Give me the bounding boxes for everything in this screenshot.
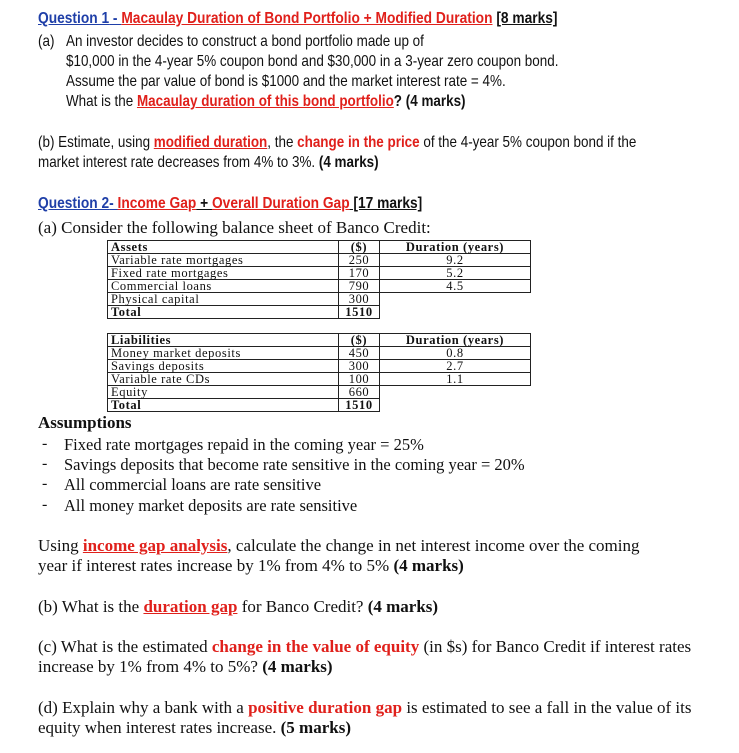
bullet-dash: - [42,435,48,452]
liability-name: Variable rate CDs [108,373,339,386]
liability-duration [380,399,531,412]
q2-heading-topic2: Overall Duration Gap [211,195,350,212]
q2-c-line1 [38,637,691,657]
q2-d-line2 [38,718,351,738]
table-row [108,280,531,293]
q2-b-highlight: duration gap [143,597,238,616]
q2-using-line2-text: year if interest rates increase by 1% from 4% to 5% [38,556,394,575]
q2-heading-plus: + [196,195,212,212]
assets-header-name: Assets [108,241,339,254]
q1-heading-topic: Macaulay Duration of Bond Portfolio + Modified Duration [121,10,493,27]
assets-header-row [108,241,531,254]
q2-c-highlight: change in the value of equity [211,637,420,656]
q2-a-intro: (a) Consider the following balance sheet of Banco Credit: [38,218,431,237]
bullet-dash: - [42,475,48,492]
liability-duration [380,386,531,399]
q2-d-line2-text: equity when interest rates increase. [38,718,281,737]
q2-c-marks: (4 marks) [262,657,333,676]
liabilities-table [107,333,531,412]
bullet-dash: - [42,496,48,513]
liability-amount: 300 [339,360,380,373]
q2-d-post: is estimated to see a fall in the value of its [402,698,692,717]
liability-name: Money market deposits [108,347,339,360]
q2-heading-topic: Income Gap [117,195,197,212]
q2-d-highlight: positive duration gap [248,698,403,717]
q1-b-highlight1: modified duration [153,134,268,151]
q2-using-line2 [38,556,464,576]
q1-heading [38,10,558,28]
asset-amount: 790 [339,280,380,293]
liability-amount: 660 [339,386,380,399]
q1-heading-marks: [8 marks] [496,10,558,27]
q1-a-line4-post: ? (4 marks) [393,93,466,110]
asset-duration: 4.5 [380,280,531,293]
liability-name: Total [108,399,339,412]
q1-a-line4-highlight: Macaulay duration of this bond portfolio [136,93,394,110]
q2-using-pre: Using [38,536,83,555]
asset-amount: 300 [339,293,380,306]
q2-c-post: (in $s) for Banco Credit if interest rates [419,637,692,656]
q1-b-line2 [38,154,379,172]
q2-using-line1 [38,536,640,556]
liability-amount: 1510 [339,399,380,412]
q2-b-post: for Banco Credit? [237,597,368,616]
assumption-item: Savings deposits that become rate sensitive in the coming year = 20% [64,455,525,474]
q1-a-line2: $10,000 in the 4-year 5% coupon bond and $30,000 in a 3-year zero coupon bond. [66,53,559,70]
q1-b-highlight2: change in the price [297,134,420,151]
table-row [108,306,531,319]
liability-duration: 0.8 [380,347,531,360]
liabilities-header-row [108,334,531,347]
q2-b-marks: (4 marks) [367,597,439,616]
table-row [108,267,531,280]
table-row [108,399,531,412]
assets-table [107,240,531,319]
table-row [108,254,531,267]
q1-a-line1: An investor decides to construct a bond portfolio made up of [66,33,424,50]
assets-header-duration: Duration (years) [380,241,531,254]
liability-name: Equity [108,386,339,399]
q2-using-highlight: income gap analysis [82,536,228,555]
q2-d-line1 [38,698,691,718]
q1-heading-sep: - [109,10,122,27]
liabilities-header-duration: Duration (years) [380,334,531,347]
q1-b-line2-pre: market interest rate decreases from 4% to 3%. [38,154,319,171]
q2-heading [38,195,422,213]
q1-b-mid: , the [267,134,298,151]
q2-using-post: , calculate the change in net interest income over the coming [227,536,640,555]
liabilities-header-name: Liabilities [108,334,339,347]
q1-a-line4 [66,93,466,111]
q2-c-line2 [38,657,333,677]
q1-heading-lead: Question 1 [38,10,110,27]
assumptions-title: Assumptions [38,413,132,432]
q2-b-pre: (b) What is the [38,597,144,616]
asset-amount: 170 [339,267,380,280]
q2-c-pre: (c) What is the estimated [38,637,212,656]
asset-name: Total [108,306,339,319]
q1-a-line4-pre: What is the [66,93,137,110]
asset-duration [380,293,531,306]
liability-amount: 100 [339,373,380,386]
table-row [108,360,531,373]
liability-duration: 1.1 [380,373,531,386]
liability-amount: 450 [339,347,380,360]
q2-c-line2-text: increase by 1% from 4% to 5%? [38,657,263,676]
table-row [108,347,531,360]
q2-heading-marks: [17 marks] [349,195,423,212]
q2-heading-lead: Question 2 [38,195,110,212]
asset-amount: 1510 [339,306,380,319]
table-row [108,293,531,306]
q1-b-marks: (4 marks) [318,154,379,171]
q1-b-post: of the 4-year 5% coupon bond if the [419,134,637,151]
liability-name: Savings deposits [108,360,339,373]
asset-amount: 250 [339,254,380,267]
asset-name: Physical capital [108,293,339,306]
q2-using-marks: (4 marks) [393,556,464,575]
assumption-item: Fixed rate mortgages repaid in the coming year = 25% [64,435,424,454]
asset-name: Variable rate mortgages [108,254,339,267]
liabilities-header-amount: ($) [339,334,380,347]
q2-d-pre: (d) Explain why a bank with a [38,698,249,717]
bullet-dash: - [42,455,48,472]
asset-name: Fixed rate mortgages [108,267,339,280]
q2-heading-sep: - [109,195,118,212]
table-row [108,386,531,399]
assumption-item: All commercial loans are rate sensitive [64,475,322,494]
table-row [108,373,531,386]
q1-a-label: (a) [38,33,55,50]
asset-name: Commercial loans [108,280,339,293]
asset-duration: 5.2 [380,267,531,280]
q1-b-pre: (b) Estimate, using [38,134,154,151]
q1-b-line1 [38,134,636,152]
liability-duration: 2.7 [380,360,531,373]
q1-a-line3: Assume the par value of bond is $1000 and the market interest rate = 4%. [66,73,506,90]
assumption-item: All money market deposits are rate sensitive [64,496,358,515]
asset-duration: 9.2 [380,254,531,267]
assets-header-amount: ($) [339,241,380,254]
q2-b-line [38,597,438,617]
asset-duration [380,306,531,319]
q2-d-marks: (5 marks) [280,718,351,737]
